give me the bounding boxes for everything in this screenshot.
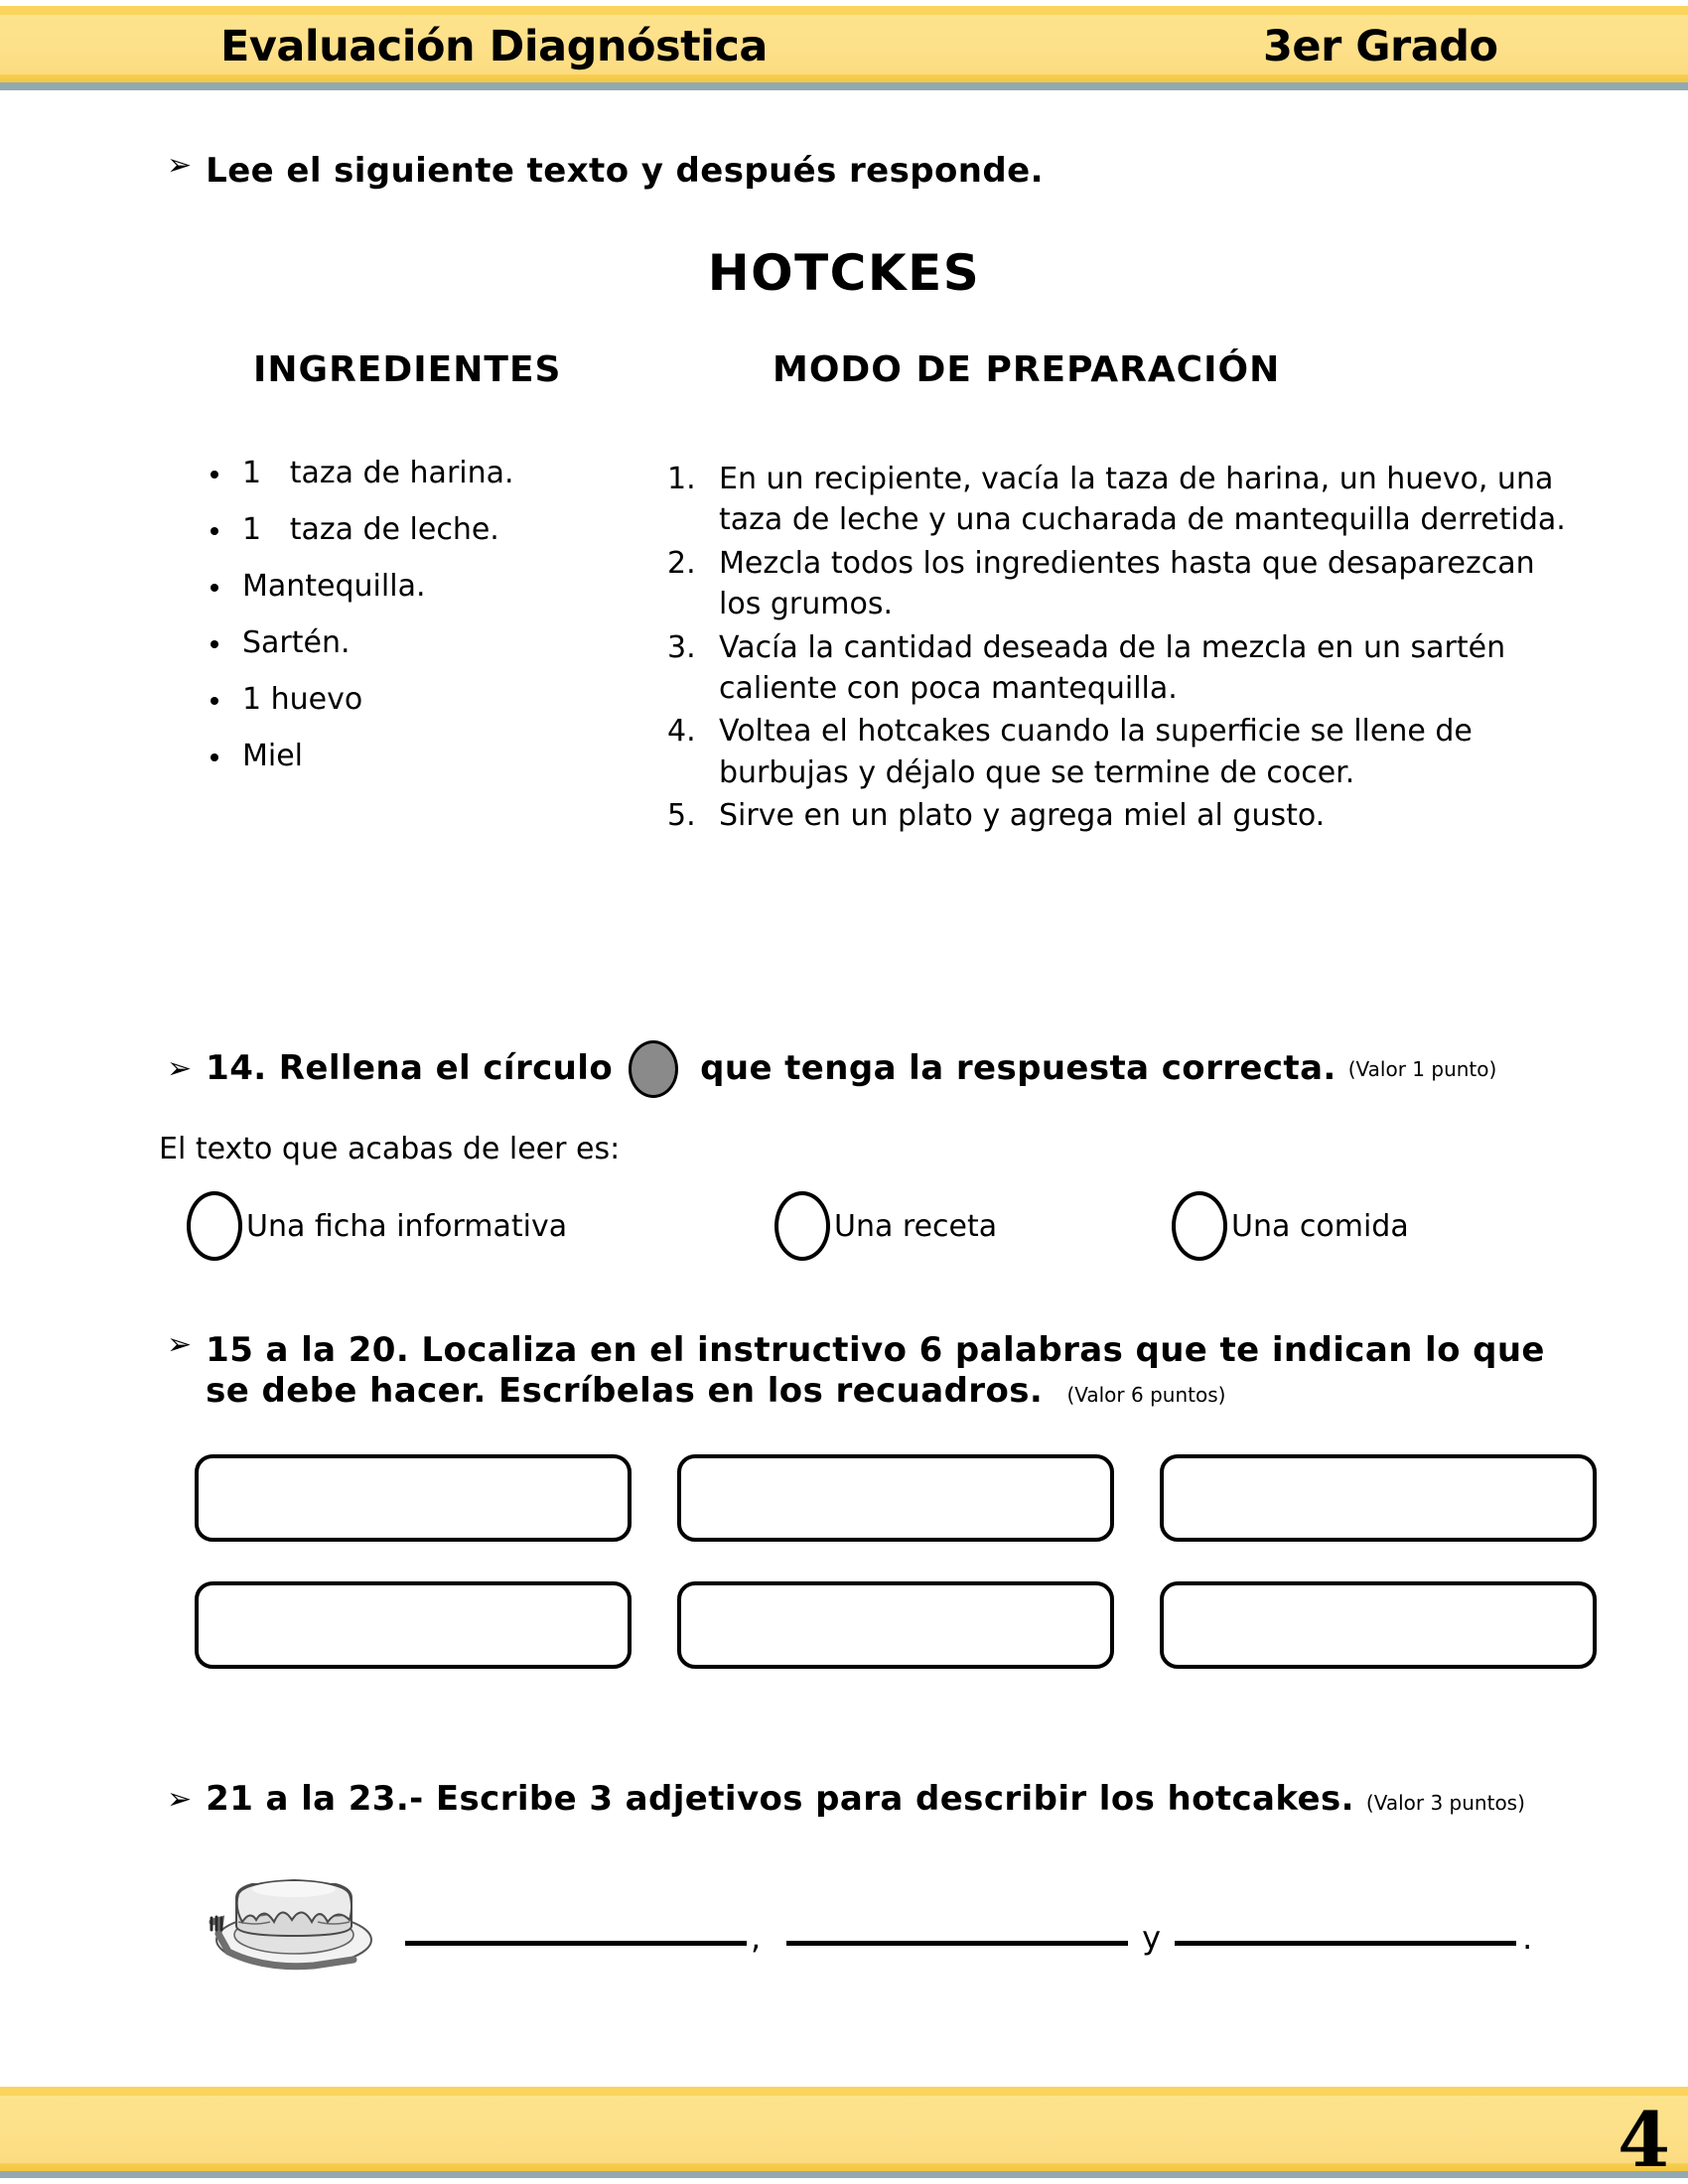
blank-line[interactable] <box>1175 1941 1516 1946</box>
grid-spacer <box>1114 1454 1160 1542</box>
step-text: Mezcla todos los ingredientes hasta que desaparezcan los grumos. <box>719 545 1535 622</box>
answer-boxes-grid <box>195 1454 1597 1669</box>
footer-bottom-edge <box>0 2163 1688 2171</box>
radio-circle-icon[interactable] <box>1172 1191 1227 1261</box>
list-item <box>667 627 1581 710</box>
instruction-line <box>167 148 1044 192</box>
list-item: 1 taza de leche. <box>203 513 620 546</box>
header-title-right: 3er Grado <box>1263 22 1498 71</box>
question-21-23-text: 21 a la 23.- Escribe 3 adjetivos para describir los hotcakes. <box>206 1779 1354 1819</box>
footer-top-edge <box>0 2087 1688 2096</box>
arrow-bullet-icon: ➢ <box>167 1327 193 1362</box>
option-una-comida[interactable] <box>1172 1191 1409 1261</box>
header-top-edge <box>0 6 1688 15</box>
answer-box[interactable] <box>677 1581 1114 1669</box>
step-text: Sirve en un plato y agrega miel al gusto. <box>719 798 1326 834</box>
question-15-20-score: (Valor 6 puntos) <box>1066 1383 1226 1408</box>
question-15-20-text: 15 a la 20. Localiza en el instructivo 6 palabras que te indican lo que se debe hacer. Escríbelas en los recuadros. <box>206 1330 1545 1412</box>
question-14-score: (Valor 1 punto) <box>1347 1056 1497 1081</box>
radio-circle-icon[interactable] <box>187 1191 242 1261</box>
step-number: 4. <box>667 714 696 750</box>
option-label: Una comida <box>1231 1208 1409 1244</box>
ingredients-list <box>203 457 620 796</box>
footer-rule-line <box>0 2171 1688 2178</box>
list-item: 1 huevo <box>203 683 620 716</box>
pancake-stack-illustration <box>195 1848 393 1978</box>
option-una-receta[interactable] <box>774 1191 997 1261</box>
separator-period: . <box>1522 1919 1533 1957</box>
grid-spacer <box>1114 1581 1160 1669</box>
list-item: Mantequilla. <box>203 570 620 603</box>
question-14-options <box>0 1191 1688 1271</box>
grid-spacer <box>1160 1542 1597 1581</box>
question-14-row <box>167 1040 1496 1098</box>
arrow-bullet-icon: ➢ <box>167 1051 193 1086</box>
arrow-bullet-icon: ➢ <box>167 1781 193 1817</box>
list-item: 1 taza de harina. <box>203 457 620 489</box>
grid-spacer <box>632 1581 677 1669</box>
page-footer-banner <box>0 2087 1688 2184</box>
grid-spacer <box>632 1454 677 1542</box>
instruction-text: Lee el siguiente texto y después responde. <box>206 151 1044 191</box>
footer-body <box>0 2096 1688 2163</box>
filled-circle-example-icon <box>629 1040 678 1098</box>
step-text: En un recipiente, vacía la taza de harina, un huevo, una taza de leche y una cucharada de mantequilla derretida. <box>719 462 1566 538</box>
step-number: 2. <box>667 545 696 581</box>
grid-spacer <box>632 1542 677 1581</box>
question-14-text-after: que tenga la respuesta correcta. <box>700 1048 1336 1089</box>
answer-box[interactable] <box>1160 1454 1597 1542</box>
blank-line[interactable] <box>405 1941 747 1946</box>
question-14-prompt <box>206 1040 1496 1098</box>
ingredients-heading: INGREDIENTES <box>253 349 562 390</box>
step-number: 3. <box>667 629 696 665</box>
separator-comma: , <box>751 1919 762 1957</box>
step-number: 1. <box>667 462 696 496</box>
recipe-title: HOTCKES <box>707 244 981 302</box>
header-rule-line <box>0 82 1688 90</box>
answer-box[interactable] <box>1160 1581 1597 1669</box>
answer-box[interactable] <box>195 1581 632 1669</box>
question-14-subprompt: El texto que acabas de leer es: <box>159 1132 621 1166</box>
radio-circle-icon[interactable] <box>774 1191 830 1261</box>
grid-spacer <box>1114 1542 1160 1581</box>
question-21-23-prompt <box>206 1779 1525 1820</box>
header-bottom-edge <box>0 74 1688 82</box>
preparation-steps-list <box>667 459 1581 839</box>
separator-and: y <box>1142 1919 1162 1957</box>
question-21-23-score: (Valor 3 puntos) <box>1365 1791 1525 1815</box>
answer-box[interactable] <box>195 1454 632 1542</box>
pancake-icon <box>195 1848 393 1978</box>
list-item: Miel <box>203 740 620 772</box>
question-15-20-prompt <box>206 1330 1587 1413</box>
page-number: 4 <box>1618 2096 1670 2184</box>
header-title-left: Evaluación Diagnóstica <box>220 22 768 71</box>
answer-box[interactable] <box>677 1454 1114 1542</box>
list-item <box>667 795 1581 836</box>
arrow-bullet-icon: ➢ <box>167 148 193 183</box>
option-label: Una ficha informativa <box>246 1208 568 1244</box>
grid-spacer <box>195 1542 632 1581</box>
step-text: Vacía la cantidad deseada de la mezcla en un sartén caliente con poca mantequilla. <box>719 629 1506 706</box>
list-item: Sartén. <box>203 626 620 659</box>
grid-spacer <box>677 1542 1114 1581</box>
list-item <box>667 711 1581 793</box>
blank-line[interactable] <box>786 1941 1128 1946</box>
preparation-heading: MODO DE PREPARACIÓN <box>773 349 1281 390</box>
question-14-text-before: 14. Rellena el círculo <box>206 1048 614 1089</box>
option-label: Una receta <box>834 1208 998 1244</box>
step-text: Voltea el hotcakes cuando la superficie se llene de burbujas y déjalo que se termine de cocer. <box>719 714 1473 790</box>
page-header-banner <box>0 6 1688 89</box>
step-number: 5. <box>667 798 696 834</box>
list-item <box>667 459 1581 541</box>
list-item <box>667 543 1581 625</box>
question-15-20-row <box>167 1327 1587 1413</box>
option-una-ficha-informativa[interactable] <box>187 1191 567 1261</box>
adjective-answer-lines <box>405 1886 1597 1956</box>
question-21-23-row <box>167 1779 1525 1820</box>
